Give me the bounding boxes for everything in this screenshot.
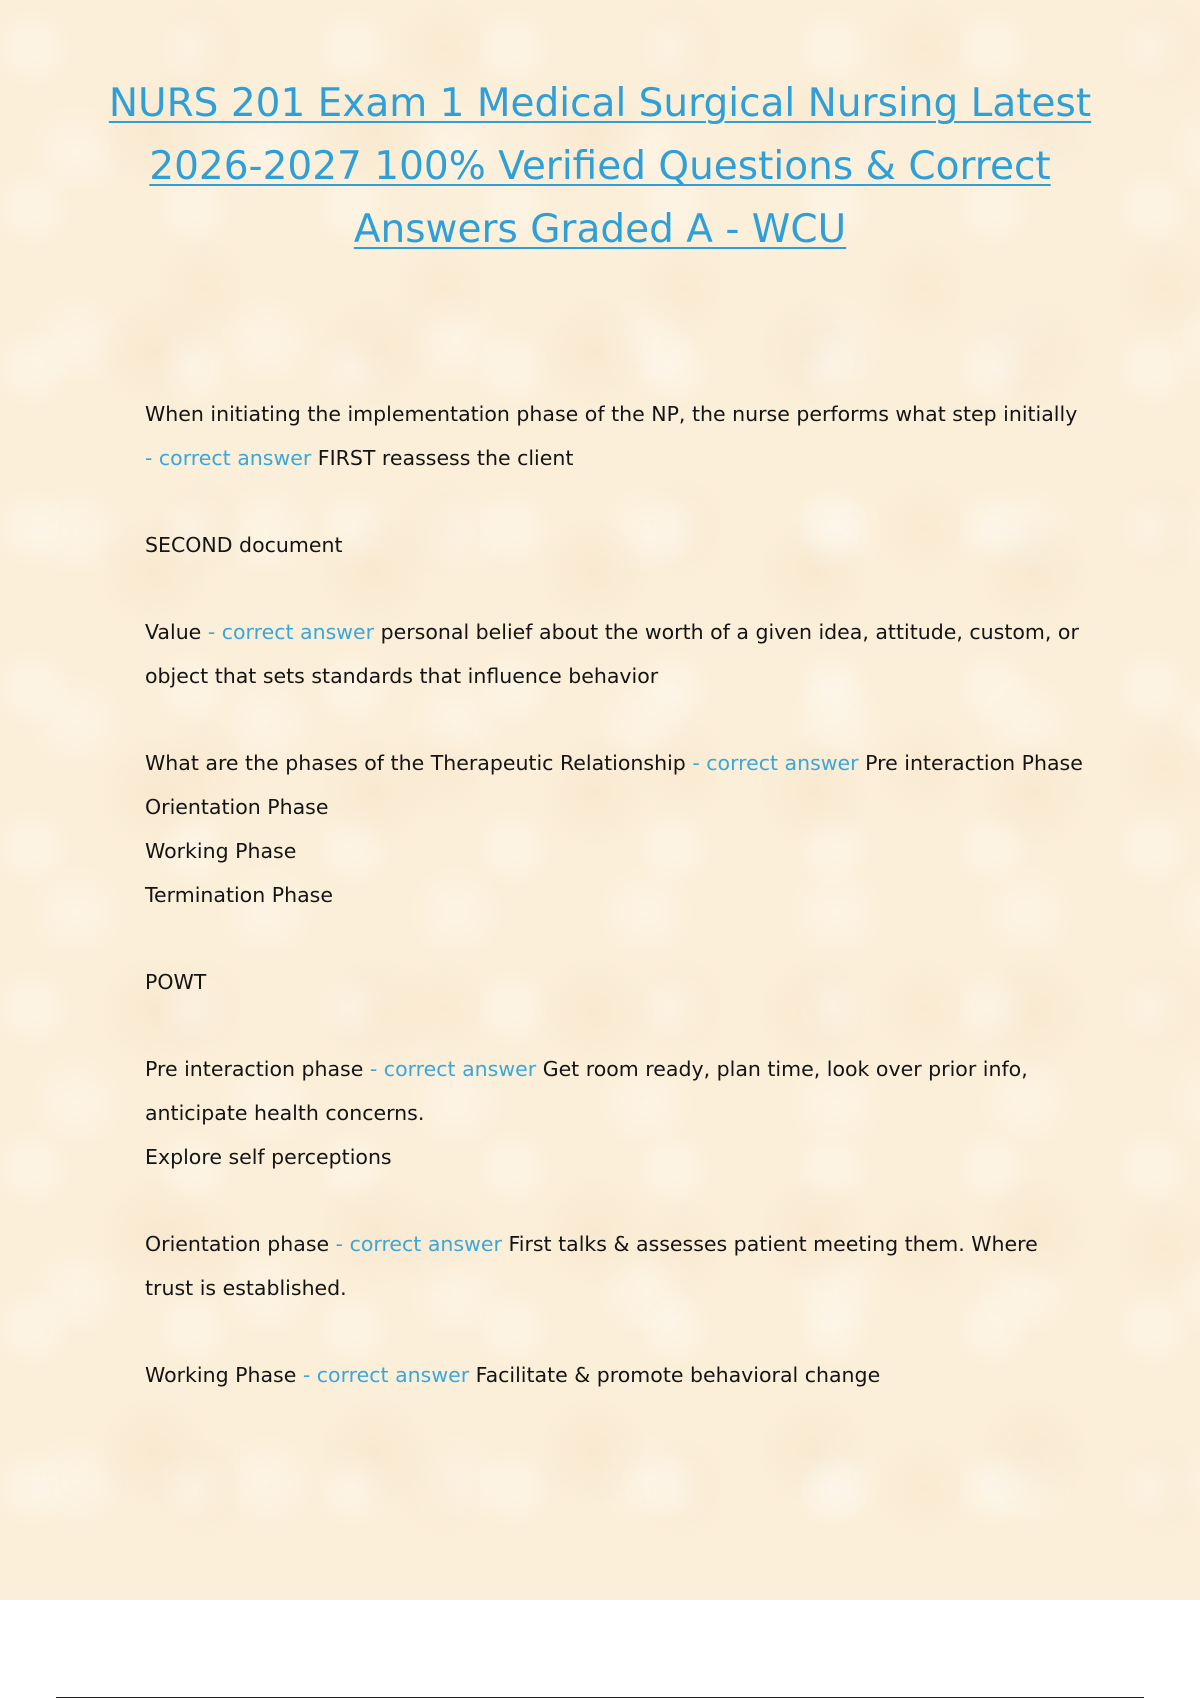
qa-entry (145, 1222, 1085, 1310)
question-text: Working Phase (145, 1363, 297, 1387)
qa-content (145, 392, 1085, 1440)
answer-text: Pre interaction Phase (865, 751, 1083, 775)
question-text: Value (145, 620, 202, 644)
answer-line: Orientation Phase (145, 795, 329, 819)
answer-marker: - correct answer (302, 1363, 470, 1387)
answer-marker: - correct answer (335, 1232, 502, 1256)
answer-line: Termination Phase (145, 883, 333, 907)
answer-marker: - correct answer (145, 446, 312, 470)
answer-text: FIRST reassess the client (317, 446, 574, 470)
qa-entry (145, 392, 1085, 480)
answer-marker: - correct answer (692, 751, 859, 775)
qa-entry (145, 1353, 1085, 1397)
answer-marker: - correct answer (207, 620, 375, 644)
answer-text: First talks & assesses patient meeting them. Where trust is established. (145, 1232, 1038, 1300)
answer-text: Get room ready, plan time, look over prior info, anticipate health concerns. (145, 1057, 1028, 1125)
question-text: When initiating the implementation phase of the NP, the nurse performs what step initially (145, 402, 1078, 426)
qa-entry (145, 610, 1085, 698)
qa-entry (145, 741, 1085, 917)
title-link[interactable]: NURS 201 Exam 1 Medical Surgical Nursing Latest 2026-2027 100% Verified Questions & Correct Answers Graded A - WCU (108, 81, 1092, 252)
document-title (100, 72, 1100, 261)
question-text: Pre interaction phase (145, 1057, 364, 1081)
qa-entry (145, 1047, 1085, 1179)
qa-entry (145, 523, 1085, 567)
answer-text: personal belief about the worth of a given idea, attitude, custom, or object that sets standards that influence behavior (145, 620, 1079, 688)
plain-text: POWT (145, 970, 207, 994)
question-text: What are the phases of the Therapeutic Relationship (145, 751, 686, 775)
plain-text: SECOND document (145, 533, 343, 557)
footer-divider (56, 1697, 1144, 1698)
answer-marker: - correct answer (369, 1057, 537, 1081)
answer-line: Explore self perceptions (145, 1145, 392, 1169)
qa-entry (145, 960, 1085, 1004)
question-text: Orientation phase (145, 1232, 330, 1256)
answer-line: Working Phase (145, 839, 297, 863)
answer-text: Facilitate & promote behavioral change (475, 1363, 881, 1387)
